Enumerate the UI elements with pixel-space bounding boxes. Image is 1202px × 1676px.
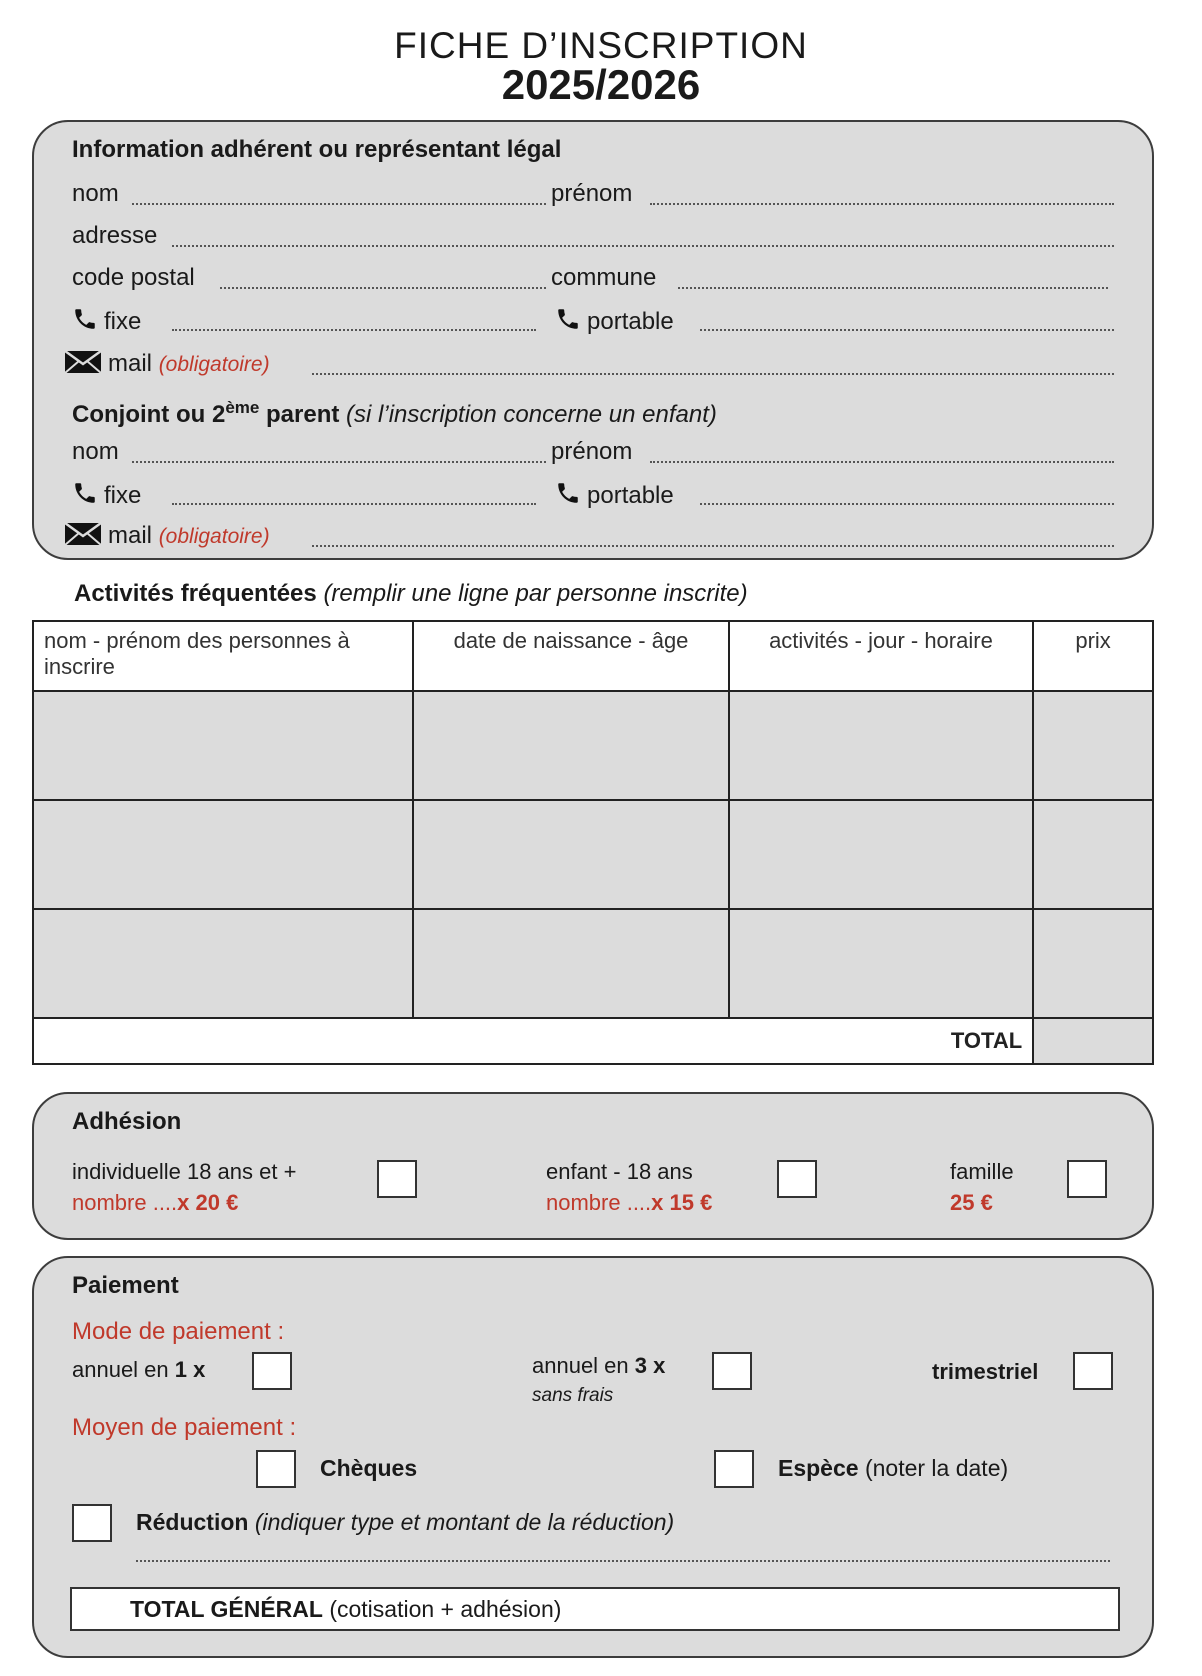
col-date-naissance: date de naissance - âge [413,621,728,691]
info-prenom-field[interactable] [650,203,1114,205]
conjoint-portable-label: portable [587,482,674,509]
phone-icon [72,480,98,513]
mode-paiement-label: Mode de paiement : [72,1318,285,1345]
annuel-1x-label: annuel en 1 x [72,1357,206,1382]
table-row [33,909,1153,1018]
phone-icon [72,306,98,339]
adhesion-enfant-price: nombre ....x 15 € [546,1190,713,1215]
col-nom-prenom: nom - prénom des personnes à inscrire [33,621,413,691]
annuel-3x-checkbox[interactable] [712,1352,752,1390]
info-code-postal-field[interactable] [220,287,546,289]
adhesion-enfant-checkbox[interactable] [777,1160,817,1198]
info-mail-field[interactable] [312,373,1114,375]
total-label: TOTAL [33,1018,1033,1064]
conjoint-prenom-label: prénom [551,438,633,465]
table-cell[interactable] [413,691,728,800]
conjoint-fixe-row [72,480,141,513]
adhesion-individuelle-checkbox[interactable] [377,1160,417,1198]
adhesion-famille-checkbox[interactable] [1067,1160,1107,1198]
conjoint-mail-label: mail [108,522,153,549]
table-cell[interactable] [729,691,1033,800]
info-heading: Information adhérent ou représentant légal [72,136,562,163]
info-commune-field[interactable] [678,287,1108,289]
conjoint-mail-field[interactable] [312,545,1114,547]
activites-heading: Activités fréquentées (remplir une ligne par personne inscrite) [74,580,748,607]
mail-icon [64,522,102,553]
conjoint-nom-label: nom [72,438,119,465]
table-cell[interactable] [1033,691,1153,800]
table-header-row [33,621,1153,691]
info-portable-label: portable [587,308,674,335]
adhesion-heading: Adhésion [72,1108,182,1135]
conjoint-heading: Conjoint ou 2ème parent (si l’inscription concerne un enfant) [72,398,717,428]
info-fixe-row [72,306,141,339]
info-fixe-label: fixe [104,308,142,335]
table-cell[interactable] [33,691,413,800]
adhesion-famille-label: famille [950,1159,1014,1184]
reduction-field[interactable] [136,1560,1110,1562]
info-portable-row [555,306,674,339]
table-cell[interactable] [1033,800,1153,909]
page-subtitle: 2025/2026 [501,61,701,108]
col-activites: activités - jour - horaire [729,621,1033,691]
table-cell[interactable] [729,909,1033,1018]
conjoint-mail-required: (obligatoire) [158,525,270,548]
info-adresse-field[interactable] [172,245,1114,247]
reduction-label: Réduction (indiquer type et montant de la réduction) [136,1509,675,1535]
table-row [33,800,1153,909]
trimestriel-label: trimestriel [932,1359,1039,1384]
paiement-heading: Paiement [72,1272,179,1299]
trimestriel-checkbox[interactable] [1073,1352,1113,1390]
info-portable-field[interactable] [700,329,1114,331]
table-cell[interactable] [729,800,1033,909]
info-code-postal-label: code postal [72,264,195,291]
info-nom-field[interactable] [132,203,546,205]
moyen-paiement-label: Moyen de paiement : [72,1414,297,1441]
annuel-3x-label: annuel en 3 x [532,1353,666,1378]
conjoint-portable-row [555,480,674,513]
col-prix: prix [1033,621,1153,691]
table-total-row [33,1018,1153,1064]
annuel-1x-checkbox[interactable] [252,1352,292,1390]
table-cell[interactable] [33,909,413,1018]
conjoint-fixe-field[interactable] [172,503,536,505]
reduction-checkbox[interactable] [72,1504,112,1542]
adhesion-individuelle-label: individuelle 18 ans et + [72,1159,297,1184]
total-value[interactable] [1033,1018,1153,1064]
page-title: FICHE D’INSCRIPTION [394,25,808,66]
info-nom-label: nom [72,180,119,207]
info-prenom-label: prénom [551,180,633,207]
sans-frais-label: sans frais [532,1385,614,1406]
table-cell[interactable] [413,909,728,1018]
table-cell[interactable] [33,800,413,909]
phone-icon [555,480,581,513]
adhesion-individuelle-price: nombre ....x 20 € [72,1190,239,1215]
table-cell[interactable] [413,800,728,909]
conjoint-portable-field[interactable] [700,503,1114,505]
conjoint-nom-field[interactable] [132,461,546,463]
cheques-checkbox[interactable] [256,1450,296,1488]
activites-table [32,620,1154,1065]
cheques-label: Chèques [320,1455,418,1481]
espece-label: Espèce (noter la date) [778,1455,1009,1481]
espece-checkbox[interactable] [714,1450,754,1488]
total-general-field[interactable]: TOTAL GÉNÉRAL (cotisation + adhésion) [70,1587,1120,1631]
table-cell[interactable] [1033,909,1153,1018]
info-fixe-field[interactable] [172,329,536,331]
info-commune-label: commune [551,264,657,291]
conjoint-mail-row [64,522,270,553]
mail-icon [64,350,102,381]
table-row [33,691,1153,800]
info-mail-row [64,350,270,381]
adhesion-famille-price: 25 € [950,1190,993,1215]
phone-icon [555,306,581,339]
info-adresse-label: adresse [72,222,158,249]
conjoint-fixe-label: fixe [104,482,142,509]
conjoint-prenom-field[interactable] [650,461,1114,463]
info-mail-label: mail [108,350,153,377]
info-mail-required: (obligatoire) [158,353,270,376]
adhesion-enfant-label: enfant - 18 ans [546,1159,693,1184]
